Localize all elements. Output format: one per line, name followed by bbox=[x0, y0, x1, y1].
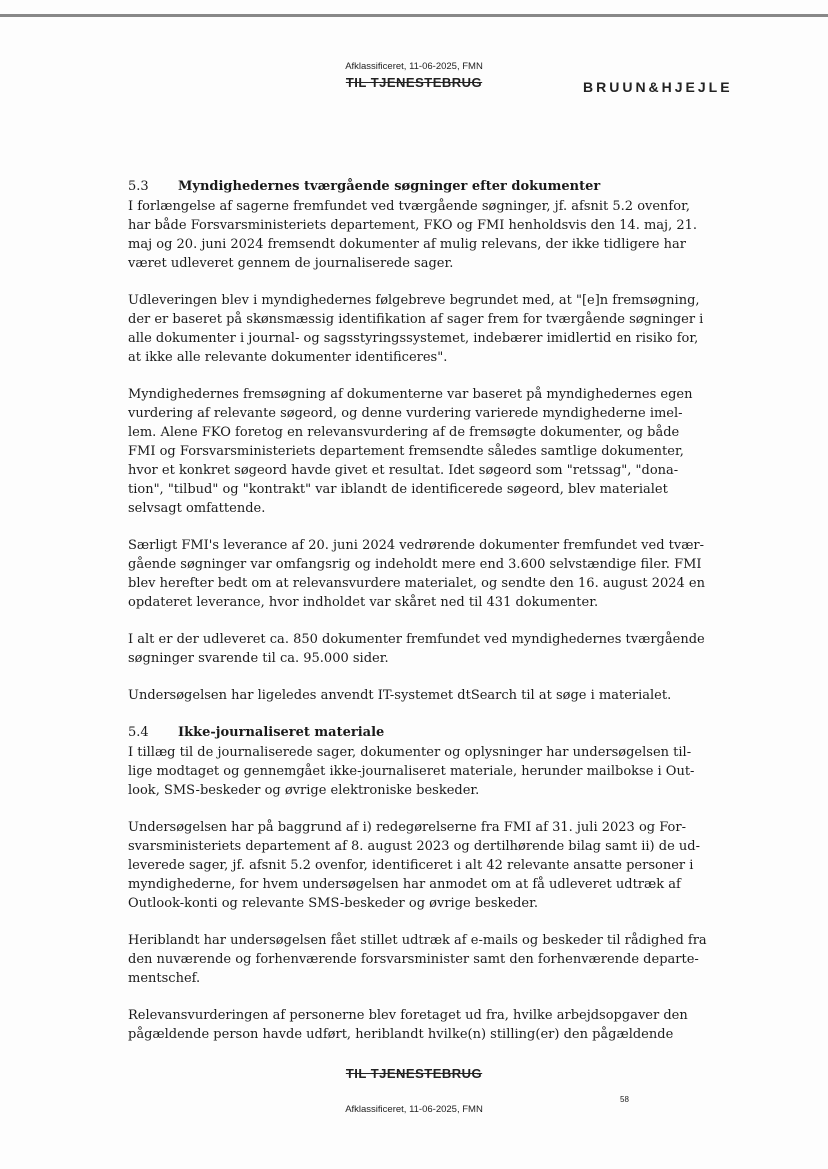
paragraph bbox=[128, 1006, 688, 1044]
text-line: opdateret leverance, hvor indholdet var skåret ned til 431 dokumenter. bbox=[128, 595, 599, 610]
text-line: mentschef. bbox=[128, 971, 201, 986]
text-line: lem. Alene FKO foretog en relevansvurdering af de fremsøgte dokumenter, og både bbox=[128, 425, 680, 440]
text-line: Undersøgelsen har ligeledes anvendt IT-systemet dtSearch til at søge i materialet. bbox=[128, 688, 672, 703]
text-line: Udleveringen blev i myndighedernes følgebreve begrundet med, at "[e]n fremsøgning, bbox=[128, 293, 700, 308]
text-line: leverede sager, jf. afsnit 5.2 ovenfor, identificeret i alt 42 relevante ansatte personer i bbox=[128, 858, 694, 873]
paragraph bbox=[128, 291, 704, 367]
paragraph bbox=[128, 630, 705, 668]
paragraph bbox=[128, 818, 700, 913]
text-line: der er baseret på skønsmæssig identifikation af sager frem for tværgående søgninger i bbox=[128, 312, 704, 327]
text-line: I alt er der udleveret ca. 850 dokumenter fremfundet ved myndighedernes tværgående bbox=[128, 632, 705, 647]
text-line: at ikke alle relevante dokumenter identificeres". bbox=[128, 350, 448, 365]
text-line: Relevansvurderingen af personerne blev foretaget ud fra, hvilke arbejdsopgaver den bbox=[128, 1008, 688, 1023]
text-line: I forlængelse af sagerne fremfundet ved tværgående søgninger, jf. afsnit 5.2 ovenfor, bbox=[128, 199, 690, 214]
text-line: hvor et konkret søgeord havde givet et resultat. Idet søgeord som "retssag", "dona- bbox=[128, 463, 679, 478]
page-number: 58 bbox=[620, 1095, 629, 1104]
text-line: har både Forsvarsministeriets departement, FKO og FMI henholdsvis den 14. maj, 21. bbox=[128, 218, 698, 233]
text-line: I tillæg til de journaliserede sager, dokumenter og oplysninger har undersøgelsen til- bbox=[128, 745, 692, 760]
text-line: myndighederne, for hvem undersøgelsen har anmodet om at få udleveret udtræk af bbox=[128, 877, 681, 892]
text-line: FMI og Forsvarsministeriets departement fremsendte således samtlige dokumenter, bbox=[128, 444, 684, 459]
text-line: pågældende person havde udført, heriblandt hvilke(n) stilling(er) den pågældende bbox=[128, 1027, 674, 1042]
section-title: Myndighedernes tværgående søgninger efter dokumenter bbox=[178, 179, 601, 194]
text-line: blev herefter bedt om at relevansvurdere materialet, og sendte den 16. august 2024 en bbox=[128, 576, 705, 591]
section-heading bbox=[128, 177, 638, 197]
scan-edge-line bbox=[0, 14, 828, 17]
document-body bbox=[128, 177, 707, 1062]
declassified-stamp-top: Afklassificeret, 11-06-2025, FMN bbox=[345, 61, 483, 72]
paragraph bbox=[128, 686, 672, 705]
text-line: svarsministeriets departement af 8. august 2023 og dertilhørende bilag samt ii) de ud- bbox=[128, 839, 700, 854]
text-line: maj og 20. juni 2024 fremsendt dokumenter af mulig relevans, der ikke tidligere har bbox=[128, 237, 686, 252]
text-line: look, SMS-beskeder og øvrige elektroniske beskeder. bbox=[128, 783, 480, 798]
text-line: vurdering af relevante søgeord, og denne vurdering varierede myndighederne imel- bbox=[128, 406, 683, 421]
classification-bottom: TIL TJENESTEBRUG bbox=[345, 1066, 483, 1081]
text-line: søgninger svarende til ca. 95.000 sider. bbox=[128, 651, 389, 666]
text-line: Særligt FMI's leverance af 20. juni 2024 vedrørende dokumenter fremfundet ved tvær- bbox=[128, 538, 705, 553]
paragraph bbox=[128, 197, 698, 273]
text-line: Undersøgelsen har på baggrund af i) redegørelserne fra FMI af 31. juli 2023 og For- bbox=[128, 820, 686, 835]
text-line: Outlook-konti og relevante SMS-beskeder og øvrige beskeder. bbox=[128, 896, 539, 911]
declassified-stamp-bottom: Afklassificeret, 11-06-2025, FMN bbox=[345, 1104, 483, 1115]
classification-top: TIL TJENESTEBRUG bbox=[345, 75, 483, 90]
paragraph bbox=[128, 536, 705, 612]
text-line: selvsagt omfattende. bbox=[128, 501, 266, 516]
paragraph bbox=[128, 743, 695, 800]
section-number: 5.3 bbox=[128, 179, 149, 194]
text-line: Myndighedernes fremsøgning af dokumenterne var baseret på myndighedernes egen bbox=[128, 387, 693, 402]
section-title: Ikke-journaliseret materiale bbox=[178, 725, 385, 740]
text-line: gående søgninger var omfangsrig og indeholdt mere end 3.600 selvstændige filer. FMI bbox=[128, 557, 702, 572]
section-number: 5.4 bbox=[128, 725, 149, 740]
section-heading bbox=[128, 723, 638, 743]
text-line: lige modtaget og gennemgået ikke-journaliseret materiale, herunder mailbokse i Out- bbox=[128, 764, 695, 779]
text-line: tion", "tilbud" og "kontrakt" var iblandt de identificerede søgeord, blev materialet bbox=[128, 482, 668, 497]
text-line: den nuværende og forhenværende forsvarsminister samt den forhenværende departe- bbox=[128, 952, 699, 967]
text-line: Heriblandt har undersøgelsen fået stillet udtræk af e-mails og beskeder til rådighed fra bbox=[128, 933, 707, 948]
text-line: alle dokumenter i journal- og sagsstyringssystemet, indebærer imidlertid en risiko for, bbox=[128, 331, 699, 346]
logo: BRUUN&HJEJLE bbox=[583, 79, 733, 95]
text-line: været udleveret gennem de journaliserede sager. bbox=[128, 256, 454, 271]
paragraph bbox=[128, 385, 693, 518]
paragraph bbox=[128, 931, 707, 988]
